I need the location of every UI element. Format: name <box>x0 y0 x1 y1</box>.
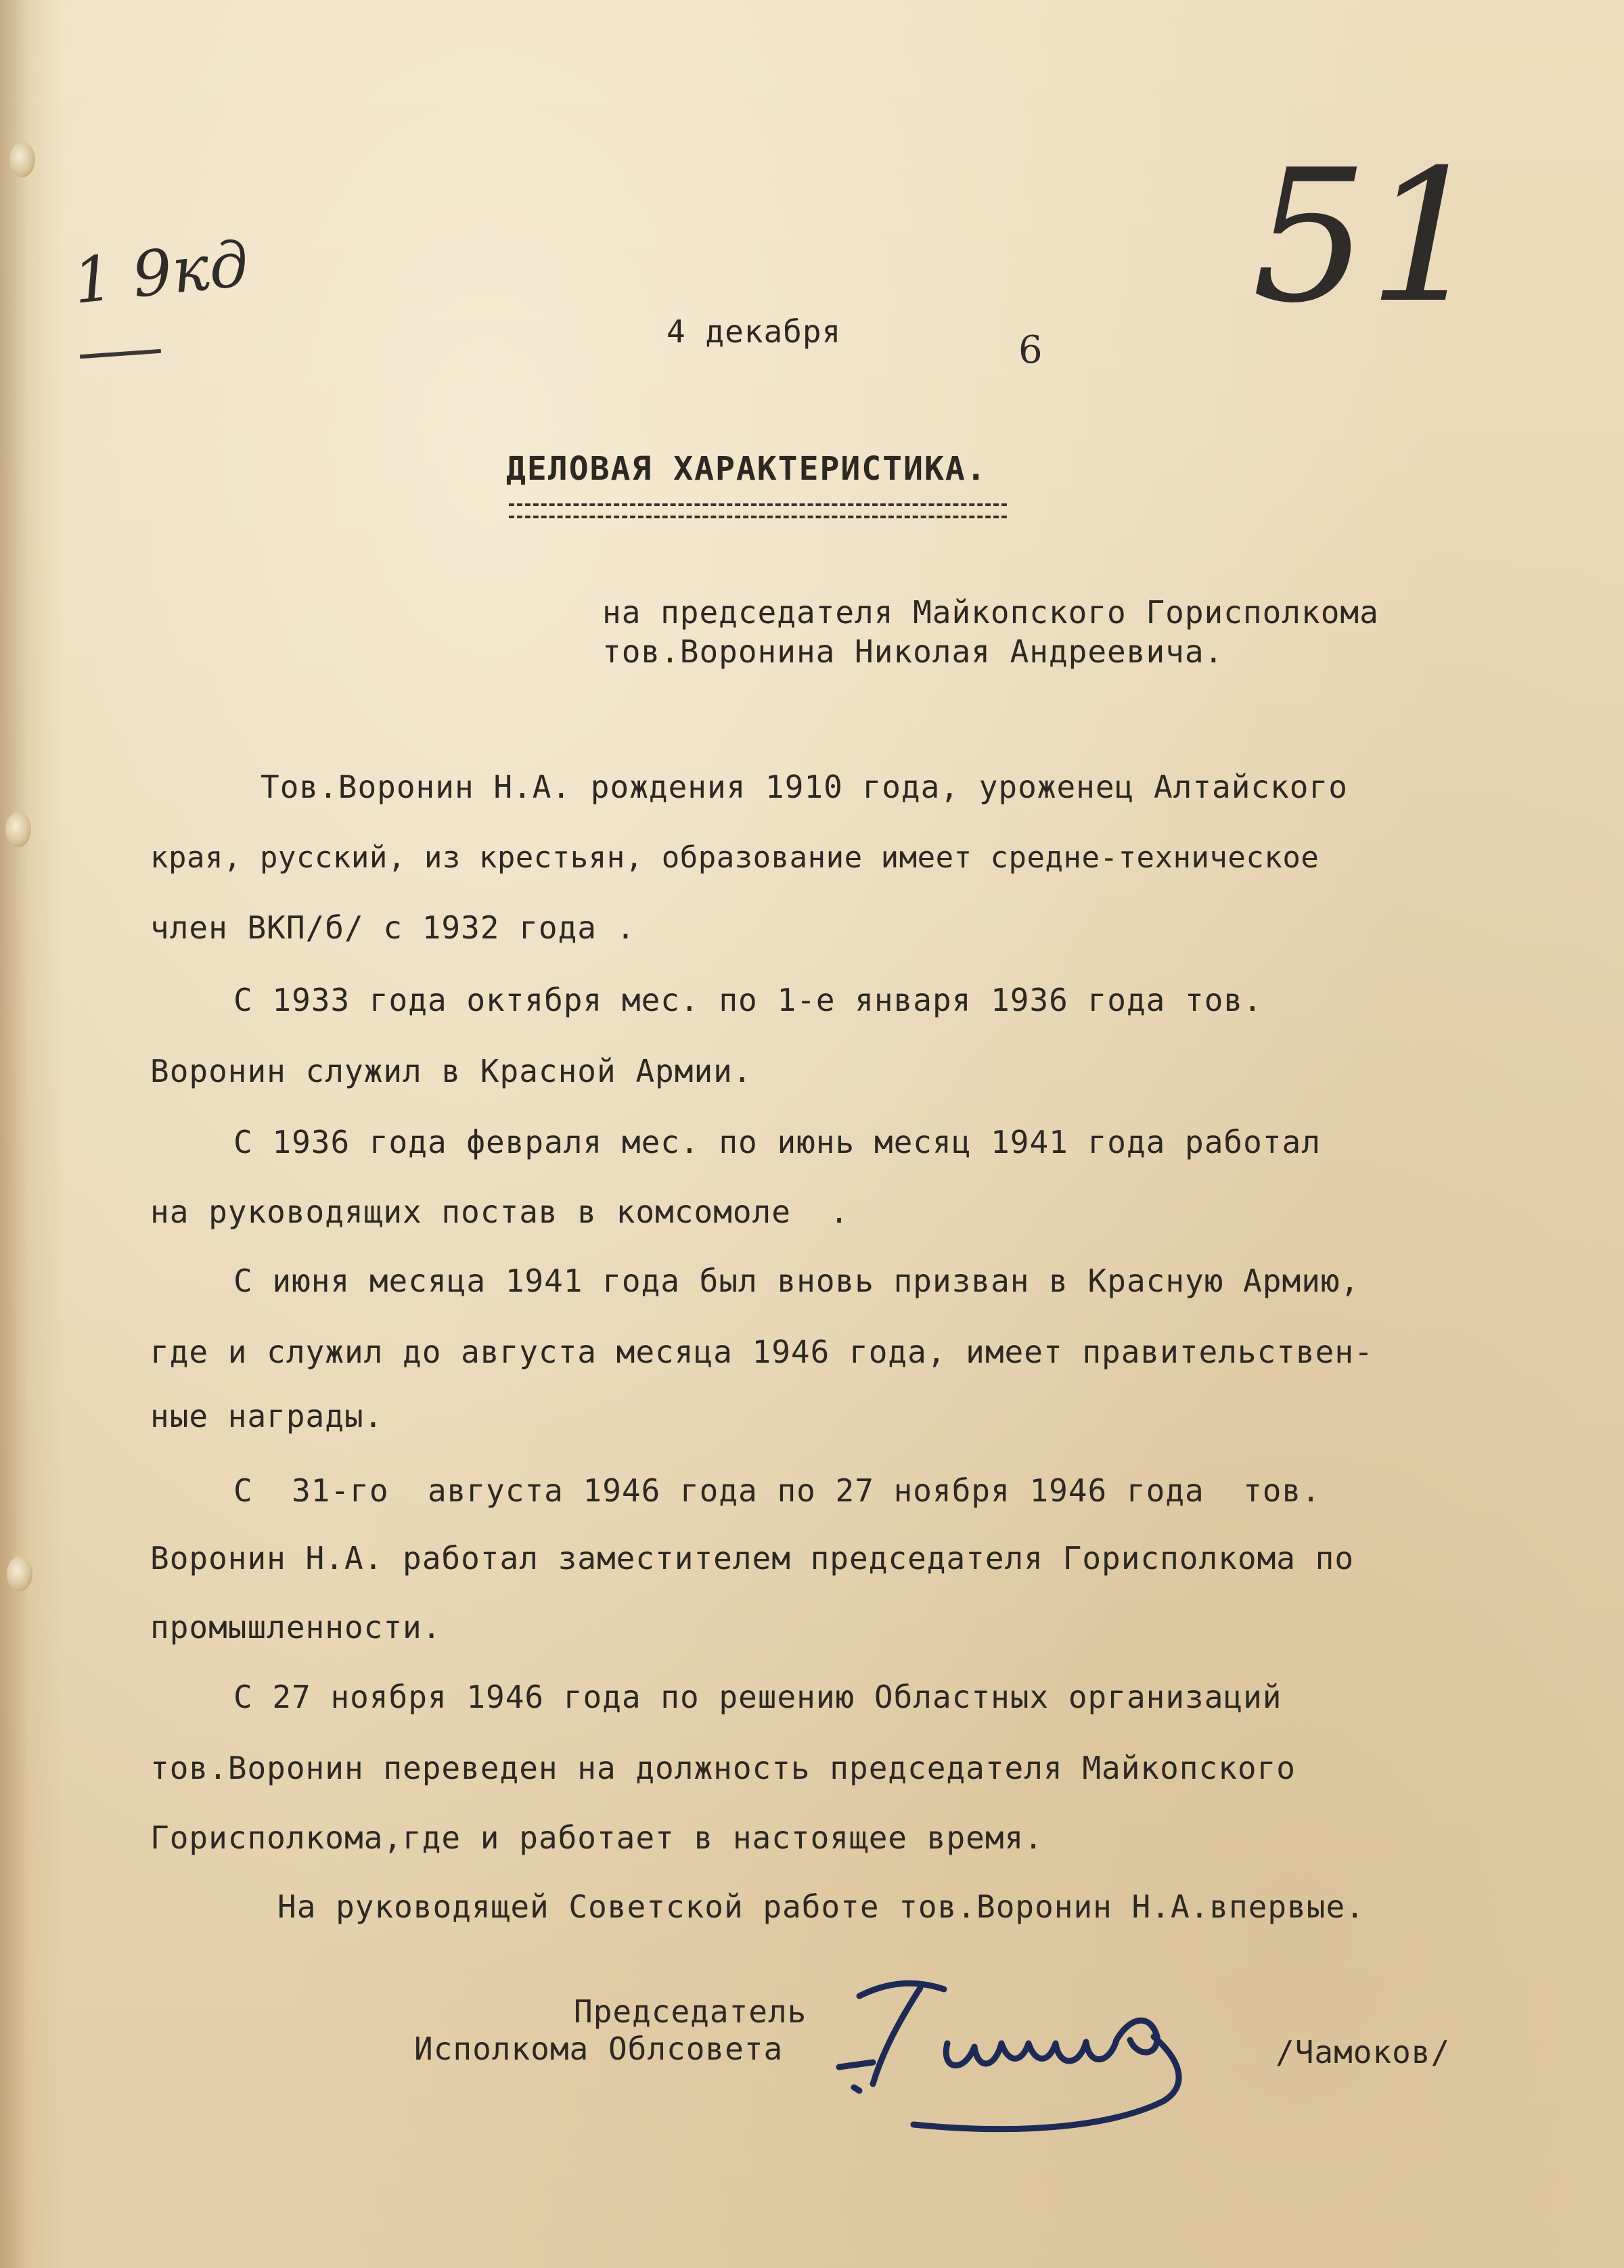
binding-hole <box>9 142 35 177</box>
body-line: промышленности. <box>150 1609 442 1646</box>
signatory-name: /Чамоков/ <box>1276 2034 1451 2070</box>
body-line: Тов.Воронин Н.А. рождения 1910 года, уроженец Алтайского <box>261 769 1348 805</box>
body-line: Горисполкома,где и работает в настоящее время. <box>150 1819 1043 1856</box>
body-line: С 1933 года октября мес. по 1-е января 1936 года тов. <box>233 982 1263 1018</box>
archive-page-number: 51 <box>1252 130 1485 343</box>
body-line: С 27 ноября 1946 года по решению Областных организаций <box>233 1679 1282 1715</box>
handwritten-signature <box>812 1955 1245 2152</box>
signatory-title-line-2: Исполкома Облсовета <box>414 2031 784 2067</box>
addressee-line-1: на председателя Майкопского Горисполкома <box>602 594 1379 631</box>
body-line: где и служил до августа месяца 1946 года, имеет правительствен- <box>150 1334 1374 1370</box>
title-double-underline <box>509 503 1007 518</box>
body-line: С 31-го августа 1946 года по 27 ноября 1946 года тов. <box>233 1472 1321 1509</box>
body-line: На руководящей Советской работе тов.Воронин Н.А.впервые. <box>277 1888 1365 1925</box>
binding-hole <box>5 812 31 847</box>
document-title: ДЕЛОВАЯ ХАРАКТЕРИСТИКА. <box>506 450 987 488</box>
body-line: С 1936 года февраля мес. по июнь месяц 1941 года работал <box>233 1124 1321 1160</box>
worn-binding-edge <box>0 0 64 2268</box>
body-line: ные награды. <box>150 1398 384 1434</box>
addressee-line-2: тов.Воронина Николая Андреевича. <box>602 633 1224 670</box>
document-date-suffix: 6 <box>1018 328 1043 372</box>
body-line: тов.Воронин переведен на должность председателя Майкопского <box>150 1750 1296 1786</box>
signatory-title-line-1: Председатель <box>574 1993 807 2030</box>
body-line: на руководящих постав в комсомоле . <box>150 1194 849 1230</box>
body-line: Воронин служил в Красной Армии. <box>150 1053 752 1089</box>
body-line: член ВКП/б/ с 1932 года . <box>150 909 636 946</box>
body-line: Воронин Н.А. работал заместителем председателя Горисполкома по <box>150 1540 1355 1577</box>
margin-note-handwritten: 1 9кд <box>70 227 252 318</box>
binding-hole <box>7 1556 32 1591</box>
margin-note-underline <box>80 349 161 359</box>
document-date: 4 декабря <box>667 313 842 350</box>
body-line: края, русский, из крестьян, образование имеет средне-техническое <box>150 840 1320 875</box>
body-line: С июня месяца 1941 года был вновь призван в Красную Армию, <box>233 1263 1360 1299</box>
